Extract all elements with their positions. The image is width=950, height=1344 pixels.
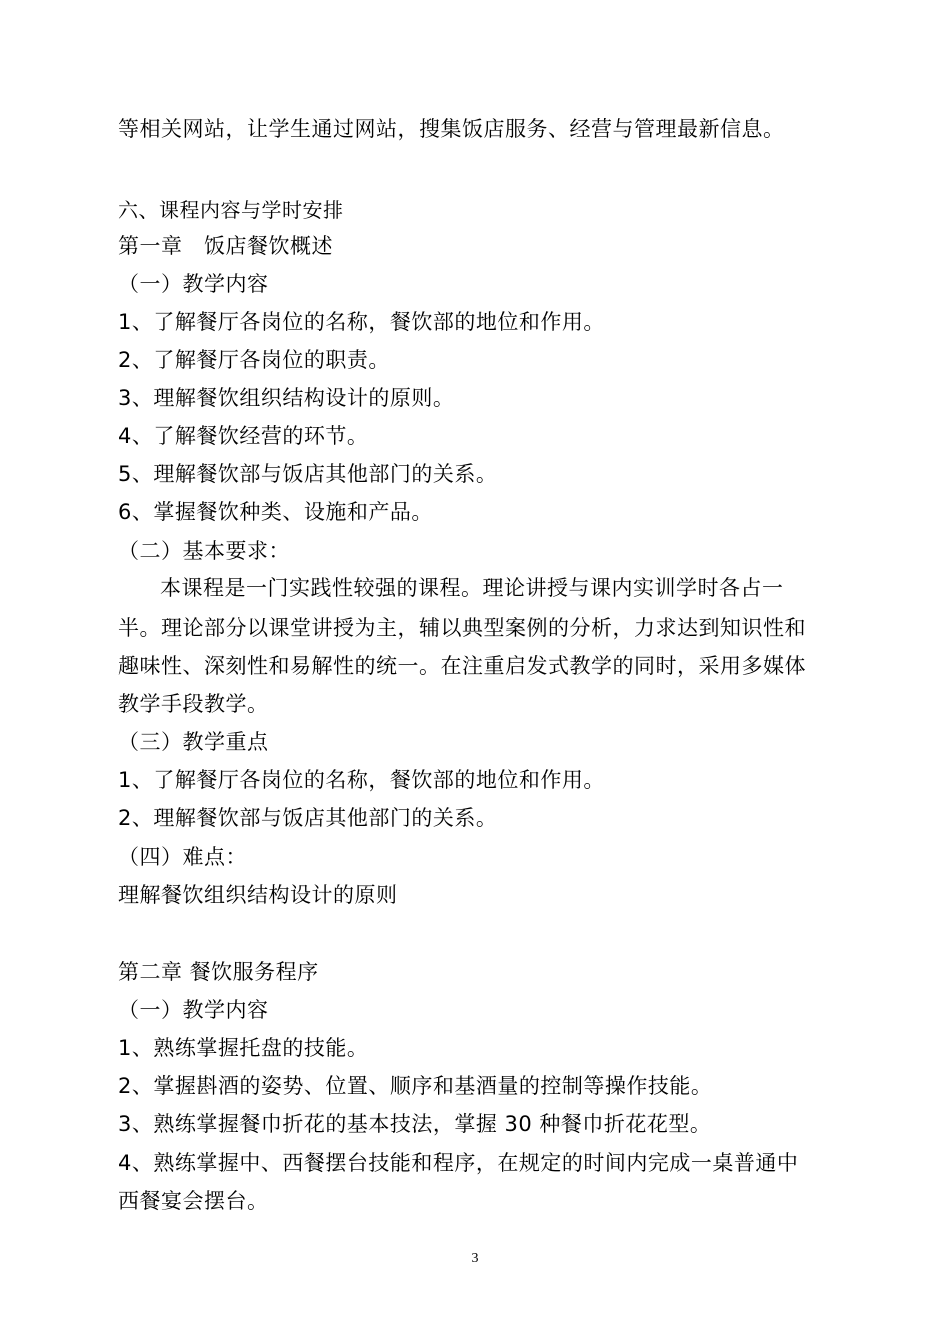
chapter1-content-item: 3、理解餐饮组织结构设计的原则。 (118, 386, 455, 410)
chapter2-title: 第二章 餐饮服务程序 (118, 960, 319, 984)
chapter2-content-item: 2、掌握斟酒的姿势、位置、顺序和基酒量的控制等操作技能。 (118, 1074, 713, 1098)
chapter1-requirements-heading: （二）基本要求： (118, 539, 290, 563)
chapter1-content-item: 4、了解餐饮经营的环节。 (118, 424, 369, 448)
chapter1-keypoint-item: 1、了解餐厅各岗位的名称，餐饮部的地位和作用。 (118, 768, 605, 792)
requirements-line: 半。理论部分以课堂讲授为主，辅以典型案例的分析，力求达到知识性和 (118, 616, 806, 640)
chapter1-title: 第一章 饭店餐饮概述 (118, 234, 333, 258)
chapter1-content-item: 2、了解餐厅各岗位的职责。 (118, 348, 390, 372)
chapter1-content-item: 5、理解餐饮部与饭店其他部门的关系。 (118, 462, 498, 486)
chapter1-difficulty-text: 理解餐饮组织结构设计的原则 (118, 883, 398, 907)
chapter1-keypoint-item: 2、理解餐饮部与饭店其他部门的关系。 (118, 806, 498, 830)
chapter1-content-item: 6、掌握餐饮种类、设施和产品。 (118, 500, 433, 524)
chapter2-content-item: 4、熟练掌握中、西餐摆台技能和程序，在规定的时间内完成一桌普通中 (118, 1151, 799, 1175)
chapter2-content-item: 西餐宴会摆台。 (118, 1189, 269, 1213)
section-heading: 六、课程内容与学时安排 (118, 198, 344, 222)
chapter2-content-item: 1、熟练掌握托盘的技能。 (118, 1036, 369, 1060)
chapter1-content-item: 1、了解餐厅各岗位的名称，餐饮部的地位和作用。 (118, 310, 605, 334)
chapter2-content-item: 3、熟练掌握餐巾折花的基本技法，掌握 30 种餐巾折花花型。 (118, 1112, 712, 1136)
chapter2-content-heading: （一）教学内容 (118, 998, 269, 1022)
chapter1-content-heading: （一）教学内容 (118, 272, 269, 296)
requirements-line: 本课程是一门实践性较强的课程。理论讲授与课内实训学时各占一 (160, 576, 784, 600)
paragraph-tail: 等相关网站，让学生通过网站，搜集饭店服务、经营与管理最新信息。 (118, 117, 785, 141)
chapter1-difficulty-heading: （四）难点： (118, 845, 247, 869)
chapter1-keypoints-heading: （三）教学重点 (118, 730, 269, 754)
page-number: 3 (471, 1251, 479, 1266)
requirements-line: 教学手段教学。 (118, 692, 269, 716)
requirements-line: 趣味性、深刻性和易解性的统一。在注重启发式教学的同时，采用多媒体 (118, 654, 806, 678)
